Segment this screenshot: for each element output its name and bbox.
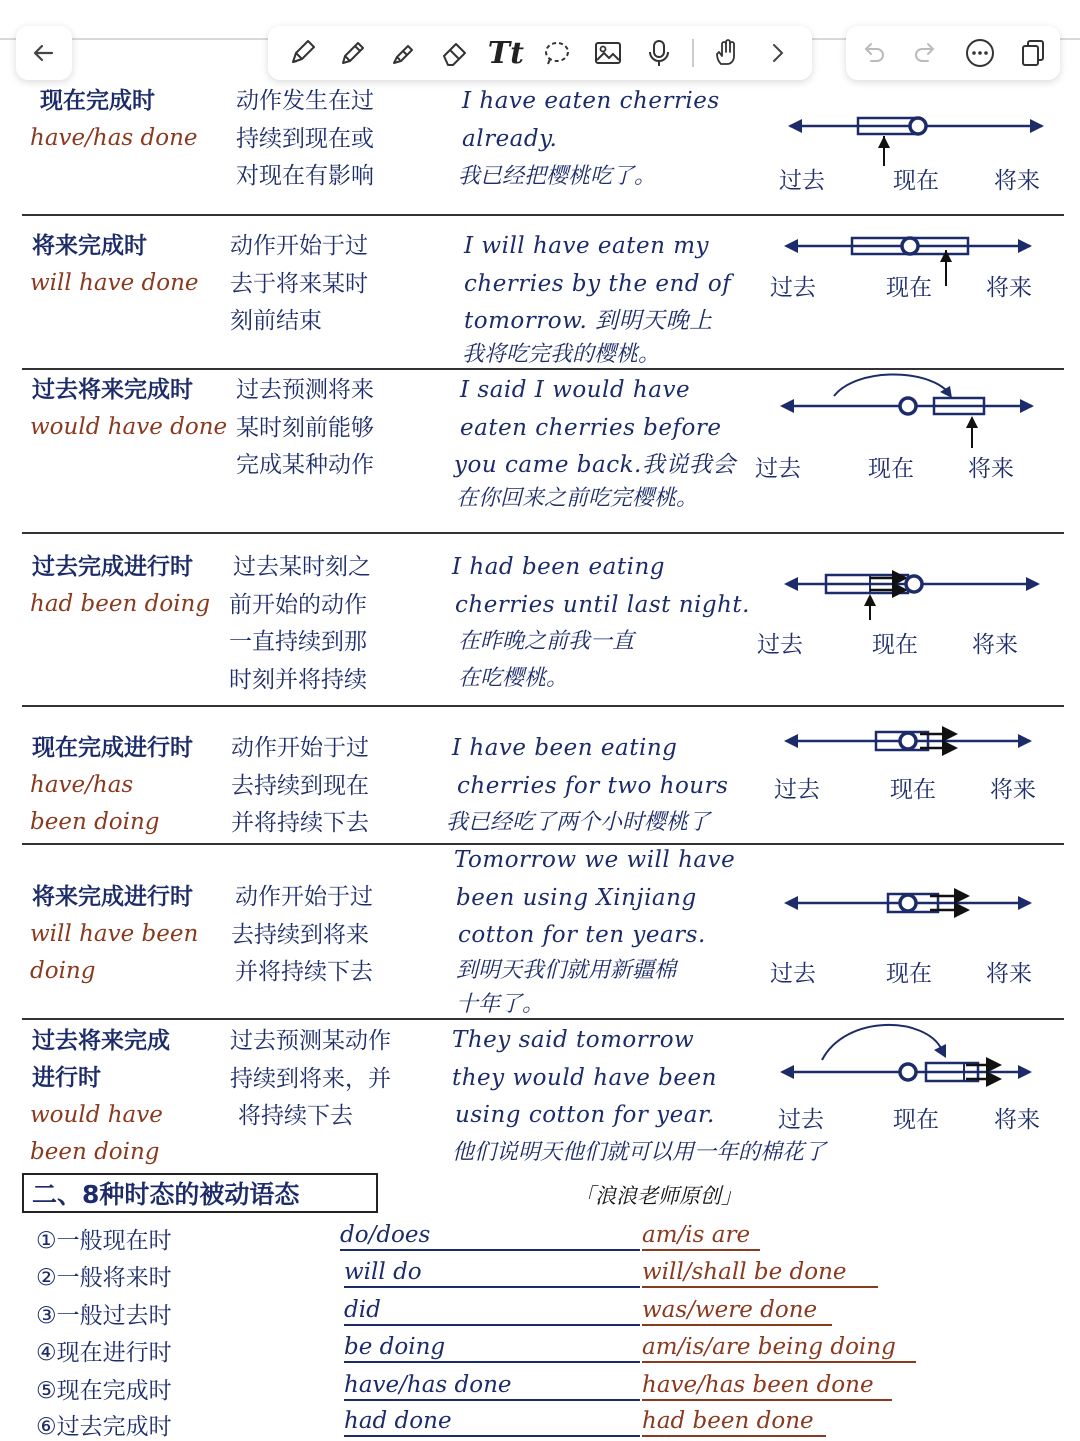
passive-form: will/shall be done <box>642 1259 847 1285</box>
timeline-label-future: 将来 <box>968 456 1014 482</box>
timeline-label-now: 现在 <box>893 168 939 194</box>
timeline-label-future: 将来 <box>972 632 1018 658</box>
timeline-diagram <box>780 722 1050 762</box>
timeline-label-future: 将来 <box>986 275 1032 301</box>
active-form: did <box>344 1297 381 1323</box>
pencil-icon[interactable] <box>335 35 371 71</box>
timeline-label-future: 将来 <box>990 777 1036 803</box>
example-sentence-zh: 在昨晚之前我一直 在吃樱桃。 <box>458 629 635 691</box>
example-sentence-en: I have eaten cherries already. <box>462 88 720 152</box>
example-sentence-zh: 我已经把樱桃吃了。 <box>458 164 657 189</box>
tense-description: 动作开始于过 去于将来某时 刻前结束 <box>230 233 368 334</box>
passive-underline <box>642 1324 832 1326</box>
passive-form: am/is/are being doing <box>642 1334 896 1360</box>
timeline-label-future: 将来 <box>994 168 1040 194</box>
timeline-label-past: 过去 <box>770 275 816 301</box>
tense-form-en: have/has done <box>30 125 198 151</box>
tense-name-zh: 将来完成进行时 <box>32 884 193 910</box>
active-underline <box>340 1249 640 1251</box>
chevron-right-icon[interactable] <box>760 35 796 71</box>
hand-gesture-icon[interactable] <box>709 35 745 71</box>
timeline-label-future: 将来 <box>986 961 1032 987</box>
example-sentence-zh: 到明天我们就用新疆棉 十年了。 <box>456 958 677 1017</box>
tense-description: 动作发生在过 持续到现在或 对现在有影响 <box>236 88 374 189</box>
tense-name-zh: 过去将来完成 进行时 <box>32 1028 170 1091</box>
active-form: will do <box>344 1259 422 1285</box>
passive-underline <box>642 1399 892 1401</box>
timeline-diagram <box>780 108 1050 168</box>
image-icon[interactable] <box>590 35 626 71</box>
timeline-label-now: 现在 <box>868 456 914 482</box>
tense-form-en: would have been doing <box>30 1102 163 1165</box>
row-divider <box>22 532 1064 534</box>
timeline-label-now: 现在 <box>890 777 936 803</box>
example-sentence-en: I had been eating cherries until last night. <box>452 554 750 618</box>
passive-tense-name: ②一般将来时 <box>36 1265 172 1291</box>
passive-tense-name: ⑤现在完成时 <box>36 1378 172 1404</box>
redo-icon[interactable] <box>908 35 944 71</box>
drawing-toolbar <box>268 26 812 80</box>
tense-name-zh: 现在完成进行时 <box>32 735 193 761</box>
tense-form-en: had been doing <box>30 591 211 617</box>
undo-icon[interactable] <box>855 35 891 71</box>
timeline-label-past: 过去 <box>779 168 825 194</box>
tense-description: 过去预测某动作 持续到将来，并 将持续下去 <box>230 1028 391 1129</box>
tense-description: 动作开始于过 去持续到将来 并将持续下去 <box>231 884 373 985</box>
timeline-diagram <box>780 562 1050 622</box>
timeline-label-past: 过去 <box>770 961 816 987</box>
passive-form: am/is are <box>642 1222 751 1248</box>
active-form: be doing <box>344 1334 446 1360</box>
active-underline <box>344 1286 640 1288</box>
example-sentence-en: They said tomorrow they would have been using cotton for year. <box>452 1027 717 1128</box>
timeline-diagram <box>780 884 1050 924</box>
text-tool-label: Tt <box>487 35 524 71</box>
tense-form-en: have/has been doing <box>30 772 160 835</box>
highlighter-icon[interactable] <box>386 35 422 71</box>
example-sentence-zh: 在你回来之前吃完樱桃。 <box>456 486 699 511</box>
pages-icon[interactable] <box>1015 35 1051 71</box>
microphone-icon[interactable] <box>641 35 677 71</box>
passive-underline <box>642 1361 916 1363</box>
text-tool-icon[interactable] <box>488 35 524 71</box>
active-form: have/has done <box>344 1372 512 1398</box>
timeline-diagram <box>776 370 1046 450</box>
timeline-label-past: 过去 <box>778 1107 824 1133</box>
tense-name-zh: 过去将来完成时 <box>32 377 193 403</box>
pen-icon[interactable] <box>284 35 320 71</box>
section-title: 二、8种时态的被动语态 <box>22 1173 378 1213</box>
passive-tense-name: ⑥过去完成时 <box>36 1414 172 1440</box>
timeline-label-past: 过去 <box>755 456 801 482</box>
example-sentence-zh: 我将吃完我的樱桃。 <box>462 342 661 367</box>
tense-name-zh: 将来完成时 <box>32 233 147 259</box>
tense-form-en: will have been doing <box>30 921 199 984</box>
timeline-diagram <box>776 1020 1046 1096</box>
example-sentence-zh: 他们说明天他们就可以用一年的棉花了 <box>452 1140 827 1165</box>
tense-name-zh: 现在完成时 <box>40 88 155 114</box>
passive-underline <box>642 1249 760 1251</box>
toolbar-separator <box>692 39 694 67</box>
passive-tense-name: ①一般现在时 <box>36 1228 172 1254</box>
passive-form: have/has been done <box>642 1372 874 1398</box>
row-divider <box>22 705 1064 707</box>
tense-description: 过去某时刻之 前开始的动作 一直持续到那 时刻并将持续 <box>229 554 371 693</box>
example-sentence-en: I have been eating cherries for two hours <box>452 735 729 799</box>
timeline-label-now: 现在 <box>872 632 918 658</box>
timeline-label-now: 现在 <box>886 275 932 301</box>
back-toolbar <box>16 26 72 80</box>
timeline-label-past: 过去 <box>774 777 820 803</box>
active-form: do/does <box>340 1222 431 1248</box>
active-form: had done <box>344 1408 452 1434</box>
lasso-icon[interactable] <box>539 35 575 71</box>
example-sentence-en: I said I would have eaten cherries before you came back.我说我会 <box>454 377 736 478</box>
document-toolbar <box>846 26 1060 80</box>
tense-form-en: will have done <box>30 270 199 296</box>
more-icon[interactable] <box>962 35 998 71</box>
active-underline <box>344 1435 640 1437</box>
example-sentence-en: Tomorrow we will have been using Xinjiang cotton for ten years. <box>454 847 736 948</box>
example-sentence-zh: 我已经吃了两个小时樱桃了 <box>446 810 711 835</box>
passive-form: had been done <box>642 1408 814 1434</box>
passive-underline <box>642 1286 878 1288</box>
tense-name-zh: 过去完成进行时 <box>32 554 193 580</box>
passive-tense-name: ④现在进行时 <box>36 1340 172 1366</box>
timeline-label-past: 过去 <box>757 632 803 658</box>
passive-form: was/were done <box>642 1297 818 1323</box>
active-underline <box>344 1361 640 1363</box>
active-underline <box>344 1399 640 1401</box>
active-underline <box>344 1324 640 1326</box>
timeline-label-now: 现在 <box>886 961 932 987</box>
passive-underline <box>642 1435 826 1437</box>
author-credit: 「浪浪老师原创」 <box>574 1184 742 1208</box>
eraser-icon[interactable] <box>437 35 473 71</box>
arrow-left-icon[interactable] <box>26 35 62 71</box>
timeline-label-now: 现在 <box>893 1107 939 1133</box>
example-sentence-en: I will have eaten my cherries by the end of tomorrow. 到明天晚上 <box>464 233 732 334</box>
tense-form-en: would have done <box>30 414 228 440</box>
tense-description: 动作开始于过 去持续到现在 并将持续下去 <box>231 735 369 836</box>
passive-tense-name: ③一般过去时 <box>36 1303 172 1329</box>
tense-description: 过去预测将来 某时刻前能够 完成某种动作 <box>236 377 374 478</box>
row-divider <box>22 214 1064 216</box>
timeline-label-future: 将来 <box>994 1107 1040 1133</box>
